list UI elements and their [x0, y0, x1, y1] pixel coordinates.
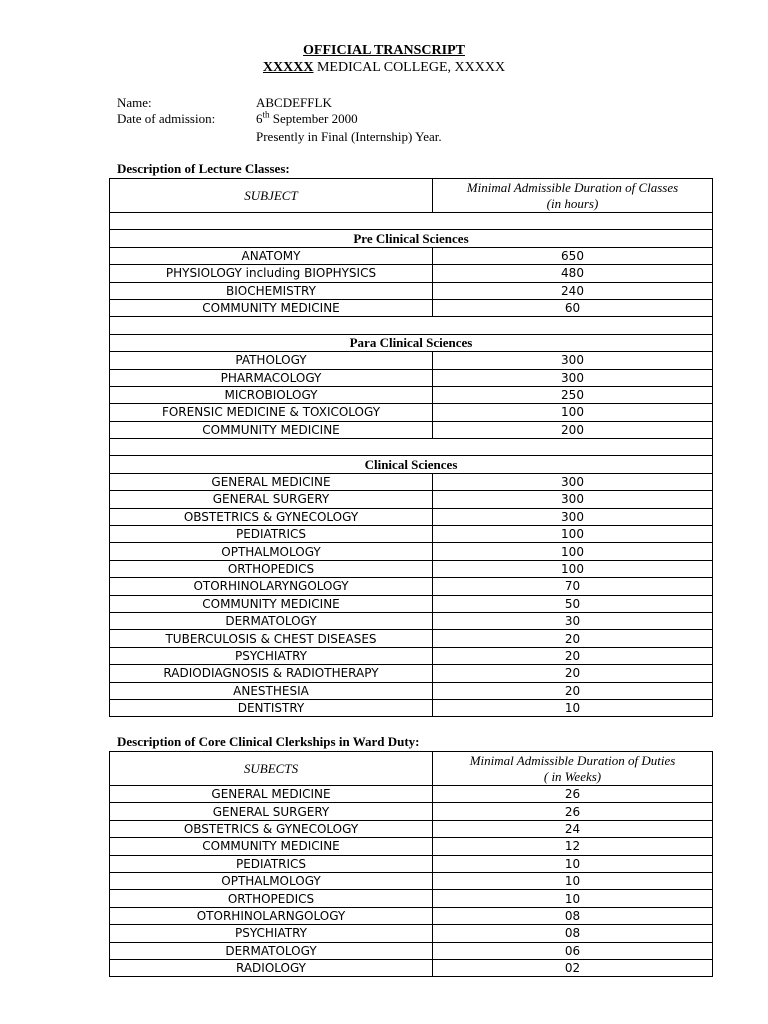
subject-cell: OBSTETRICS & GYNECOLOGY — [110, 820, 433, 837]
table-row — [110, 491, 713, 508]
lecture-subject-header: SUBJECT — [110, 179, 433, 213]
table-row — [110, 543, 713, 560]
table-row — [110, 595, 713, 612]
subject-cell: FORENSIC MEDICINE & TOXICOLOGY — [110, 404, 433, 421]
weeks-cell: 26 — [433, 803, 713, 820]
hours-cell: 100 — [433, 526, 713, 543]
subject-cell: OPTHALMOLOGY — [110, 872, 433, 889]
table-row — [110, 838, 713, 855]
weeks-cell: 12 — [433, 838, 713, 855]
subject-cell: ANESTHESIA — [110, 682, 433, 699]
hours-cell: 300 — [433, 473, 713, 490]
subject-cell: COMMUNITY MEDICINE — [110, 421, 433, 438]
hours-cell: 240 — [433, 282, 713, 299]
table-row — [110, 942, 713, 959]
table-row — [110, 872, 713, 889]
clerkships-table — [109, 751, 713, 977]
subject-cell: OBSTETRICS & GYNECOLOGY — [110, 508, 433, 525]
weeks-cell: 10 — [433, 890, 713, 907]
subject-cell: PSYCHIATRY — [110, 925, 433, 942]
subject-cell: GENERAL SURGERY — [110, 491, 433, 508]
weeks-cell: 02 — [433, 959, 713, 976]
subject-cell: DENTISTRY — [110, 699, 433, 716]
subject-cell: GENERAL MEDICINE — [110, 473, 433, 490]
admission-month-year: September 2000 — [269, 111, 358, 126]
weeks-cell: 06 — [433, 942, 713, 959]
hours-cell: 10 — [433, 699, 713, 716]
table-row — [110, 299, 713, 316]
weeks-cell: 10 — [433, 872, 713, 889]
subject-cell: DERMATOLOGY — [110, 612, 433, 629]
subject-cell: OTORHINOLARYNGOLOGY — [110, 578, 433, 595]
table-row — [110, 247, 713, 264]
hours-cell: 480 — [433, 265, 713, 282]
college-name — [0, 60, 768, 76]
table-row — [110, 560, 713, 577]
subject-cell: PEDIATRICS — [110, 855, 433, 872]
subject-cell: PSYCHIATRY — [110, 647, 433, 664]
admission-label: Date of admission: — [117, 111, 216, 126]
subject-cell: ORTHOPEDICS — [110, 560, 433, 577]
hours-cell: 20 — [433, 630, 713, 647]
table-row — [110, 925, 713, 942]
table-row — [110, 786, 713, 803]
hours-cell: 100 — [433, 560, 713, 577]
table-row — [110, 612, 713, 629]
table-row — [110, 820, 713, 837]
subject-cell: MICROBIOLOGY — [110, 386, 433, 403]
table-row — [110, 404, 713, 421]
subject-cell: RADIODIAGNOSIS & RADIOTHERAPY — [110, 665, 433, 682]
group-row — [110, 334, 713, 351]
group-title: Pre Clinical Sciences — [110, 230, 713, 247]
college-name-rest: MEDICAL COLLEGE, XXXXX — [313, 60, 506, 75]
table-row — [110, 855, 713, 872]
hours-cell: 250 — [433, 386, 713, 403]
admission-day-suffix: th — [262, 109, 270, 120]
college-prefix: XXXXX — [262, 60, 314, 75]
hours-cell: 300 — [433, 369, 713, 386]
subject-cell: OPTHALMOLOGY — [110, 543, 433, 560]
table-row — [110, 578, 713, 595]
subject-cell: ORTHOPEDICS — [110, 890, 433, 907]
status-line — [117, 129, 442, 145]
spacer-row — [110, 213, 713, 230]
lecture-header-row — [110, 179, 713, 213]
group-row — [110, 230, 713, 247]
hours-cell: 20 — [433, 647, 713, 664]
weeks-cell: 24 — [433, 820, 713, 837]
hours-cell: 100 — [433, 543, 713, 560]
subject-cell: RADIOLOGY — [110, 959, 433, 976]
weeks-cell: 08 — [433, 907, 713, 924]
table-row — [110, 526, 713, 543]
lecture-duration-header-line1: Minimal Admissible Duration of Classes — [466, 179, 679, 195]
lecture-duration-header-line2: (in hours) — [546, 195, 599, 211]
hours-cell: 50 — [433, 595, 713, 612]
subject-cell: COMMUNITY MEDICINE — [110, 299, 433, 316]
table-row — [110, 369, 713, 386]
subject-cell: PHYSIOLOGY including BIOPHYSICS — [110, 265, 433, 282]
clerkship-duration-header — [433, 752, 713, 786]
admission-line — [117, 111, 358, 127]
group-title: Clinical Sciences — [110, 456, 713, 473]
subject-cell: PATHOLOGY — [110, 352, 433, 369]
lecture-classes-heading: Description of Lecture Classes: — [117, 161, 290, 176]
subject-cell: OTORHINOLARNGOLOGY — [110, 907, 433, 924]
hours-cell: 100 — [433, 404, 713, 421]
hours-cell: 300 — [433, 352, 713, 369]
group-title: Para Clinical Sciences — [110, 334, 713, 351]
hours-cell: 300 — [433, 491, 713, 508]
transcript-title: OFFICIAL TRANSCRIPT — [303, 43, 465, 58]
subject-cell: COMMUNITY MEDICINE — [110, 838, 433, 855]
table-row — [110, 630, 713, 647]
weeks-cell: 26 — [433, 786, 713, 803]
group-row — [110, 456, 713, 473]
table-row — [110, 386, 713, 403]
hours-cell: 650 — [433, 247, 713, 264]
clerkship-subject-header: SUBECTS — [110, 752, 433, 786]
table-row — [110, 665, 713, 682]
subject-cell: COMMUNITY MEDICINE — [110, 595, 433, 612]
table-row — [110, 959, 713, 976]
clerkship-header-row — [110, 752, 713, 786]
clerkship-duration-header-line2: ( in Weeks) — [543, 768, 602, 784]
subject-cell: GENERAL MEDICINE — [110, 786, 433, 803]
table-row — [110, 803, 713, 820]
lecture-duration-header — [433, 179, 713, 213]
table-row — [110, 682, 713, 699]
lecture-classes-table — [109, 178, 713, 717]
name-label: Name: — [117, 95, 152, 110]
subject-cell: DERMATOLOGY — [110, 942, 433, 959]
name-line — [117, 95, 332, 111]
status-value: Presently in Final (Internship) Year. — [256, 129, 442, 144]
weeks-cell: 08 — [433, 925, 713, 942]
table-row — [110, 508, 713, 525]
clerkships-heading: Description of Core Clinical Clerkships in Ward Duty: — [117, 734, 420, 749]
hours-cell: 60 — [433, 299, 713, 316]
subject-cell: TUBERCULOSIS & CHEST DISEASES — [110, 630, 433, 647]
table-row — [110, 890, 713, 907]
subject-cell: PEDIATRICS — [110, 526, 433, 543]
subject-cell: ANATOMY — [110, 247, 433, 264]
spacer-row — [110, 317, 713, 334]
subject-cell: GENERAL SURGERY — [110, 803, 433, 820]
hours-cell: 70 — [433, 578, 713, 595]
table-row — [110, 265, 713, 282]
admission-day: 6 — [256, 111, 263, 126]
hours-cell: 200 — [433, 421, 713, 438]
subject-cell: PHARMACOLOGY — [110, 369, 433, 386]
clerkship-duration-header-line1: Minimal Admissible Duration of Duties — [469, 752, 676, 768]
hours-cell: 20 — [433, 682, 713, 699]
hours-cell: 30 — [433, 612, 713, 629]
name-value: ABCDEFFLK — [256, 95, 332, 110]
table-row — [110, 282, 713, 299]
table-row — [110, 647, 713, 664]
table-row — [110, 352, 713, 369]
hours-cell: 20 — [433, 665, 713, 682]
table-row — [110, 699, 713, 716]
table-row — [110, 473, 713, 490]
spacer-row — [110, 439, 713, 456]
table-row — [110, 907, 713, 924]
subject-cell: BIOCHEMISTRY — [110, 282, 433, 299]
table-row — [110, 421, 713, 438]
hours-cell: 300 — [433, 508, 713, 525]
weeks-cell: 10 — [433, 855, 713, 872]
